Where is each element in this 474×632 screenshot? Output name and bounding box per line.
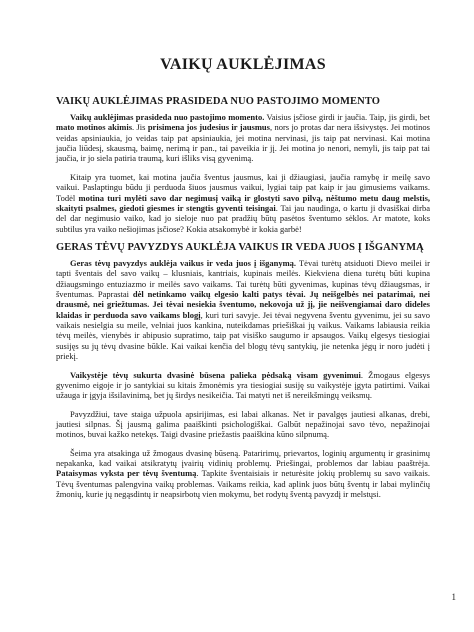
bold-text-run: motina turi mylėti savo dar negimusį vaiką ir glostyti savo pilvą, nėštumo metu daug melstis, skaityti psalmes, giedoti giesmes ir stengtis gyventi teisingai xyxy=(56,192,431,213)
text-run: . Tapkite šventaisiais ir neturėsite jokių problemų su savo vaikais. Tėvų šventumas palengvina vaikų problemas. Vaikams reikia, kad aplink juos būtų šventų ir labai mylinčių žmonių, kurie jų negąsdintų ir neapsirbotų vien mokymu, bet rodytų šventą pavyzdį ir melstųsi. xyxy=(56,468,430,500)
page-number: 1 xyxy=(451,592,456,602)
text-run: , kuri turi savyje. Jei tėvai negyvena šventu gyvenimu, jei su savo vaikais nesielgia su meile, velniai juos kankina, nuteikdamas priešiškai jų vaikus. Vaikams labiausia reikia tėvų meilės, vienybės ir abipusio supratimo, taip pat visiško saugumo ir apsaugos. Vaikų elgesys tiesiogiai susijęs su jų tėvų dvasine būkle. Kai vaikai kenčia del blogų tėvų santykių, jie netenka jėgų ir noro judėti į priekį. xyxy=(56,309,430,362)
text-run: . Jis xyxy=(132,122,148,133)
document-body xyxy=(56,96,430,500)
bold-text-run: prisimena jos judesius ir jausmus xyxy=(147,122,270,133)
bold-text-run: dėl netinkamo vaikų elgesio kalti patys tėvai. Jų neišgelbės nei patarimai, nei drausmė, nei griežtumas. Jei tėvai nesiekia šventumo, nekovoja už jį, jie neišvengiamai daro dideles klaidas ir perduoda savo vaikams blogį xyxy=(56,289,430,320)
text-run: , nors jo protas dar nera išsivystęs. Jei motinos veidas apsiniaukia, jo veidas taip pat apsiniaukia, jei motina nervinasi, jis taip pat nervinasi. Kai motina jaučia liūdesį, skausmą, baimę, nerimą ir pan., tai paveikia ir jį. Jei motina jo nenori, nemyli, jis taip pat tai jaučia, ir jo siela patiria traumą, kuri išliks visą gyvenimą. xyxy=(56,122,430,164)
text-run: . Žmogaus elgesys gyvenimo eigoje ir jo santykiai su kitais žmonėmis yra tiesiogiai susiję su vaikystėje įgyta patirtimi. Vaikai užauga ir įgyja išsilavinimą, bet jų širdys nesikeičia. Tai matyti net iš nereikšmingų veiksmų. xyxy=(56,369,430,401)
bold-text-run: Vaikų auklėjimas prasideda nuo pastojimo momento. xyxy=(70,112,265,122)
text-run: Vaisius įsčiose girdi ir jaučia. Taip, jis girdi, bet xyxy=(264,112,431,122)
bold-text-run: mato motinos akimis xyxy=(56,122,133,133)
section-heading: GERAS TĖVŲ PAVYZDYS AUKLĖJA VAIKUS IR VEDA JUOS Į IŠGANYMĄ xyxy=(56,241,424,253)
bold-text-run: Vaikystėje tėvų sukurta dvasinė būsena palieka pėdsaką visam gyvenimui xyxy=(70,369,361,380)
paragraph xyxy=(56,409,430,440)
text-run: Tėvai turėtų atsiduoti Dievo meilei ir tapti šventais del savo vaikų – klusniais, kantriais, kupinais meilės. Kiekviena diena turėtų būti kupina džiaugsmingo entuziazmo ir meilės savo vaikams. Tai turėtų būti gyvenimas, kupinas tėvų džiaugsmas, ir šventumas. Paprastai xyxy=(56,257,430,300)
text-run: Šeima yra atsakinga už žmogaus dvasinę būseną. Pataririmų, prievartos, loginių argumentų ir grasinimų nepakanka, kad vaikai atsikratytų įvairių vidinių problemų. Priešingai, problemos dar labiau paaštrėja. xyxy=(56,447,430,469)
section-heading: VAIKŲ AUKLĖJIMAS PRASIDEDA NUO PASTOJIMO MOMENTO xyxy=(56,96,381,107)
document-title: VAIKŲ AUKLĖJIMAS xyxy=(160,56,326,73)
paragraph xyxy=(56,370,430,401)
bold-text-run: Geras tėvų pavyzdys auklėja vaikus ir veda juos į išganymą. xyxy=(70,257,297,268)
paragraph xyxy=(56,448,430,500)
bold-text-run: Pataisymas vyksta per tėvų šventumą xyxy=(56,468,197,479)
text-run: . Tai jau naudinga, o kartu ji dvasiškai dirba del dar negimusio vaiko, kad jo sieloje nuo pat pradžių būtų pasėtos šventumo sėklos. Ar matote, koks subtilus yra vaiko nešiojimas įsčiose? Kokia atsakomybė ir kokia garbė! xyxy=(56,202,430,234)
paragraph xyxy=(56,258,430,362)
text-run: Kitaip yra tuomet, kai motina jaučia šventus jausmus, kai ji džiaugiasi, jaučia ramybę ir meilę savo vaikui. Paslaptingu būdu ji perduoda šiuos jausmus vaikui, lygiai taip pat kaip ir jau gimusiems vaikams. Todėl xyxy=(56,171,430,203)
text-run: Pavyzdžiui, tave staiga užpuola apsirijimas, esi labai alkanas. Net ir pavalgęs jautiesi alkanas, drebi, jautiesi silpnas. Šį jausmą galima paaiškinti psichologiškai. Galbūt nepažinojai savo tėvo, nepažinojai motinos, buvai kažko netekęs. Taigi dvasine priežastis paaiškina kūno silpnumą. xyxy=(56,408,430,440)
paragraph xyxy=(56,172,430,234)
paragraph xyxy=(56,112,430,164)
